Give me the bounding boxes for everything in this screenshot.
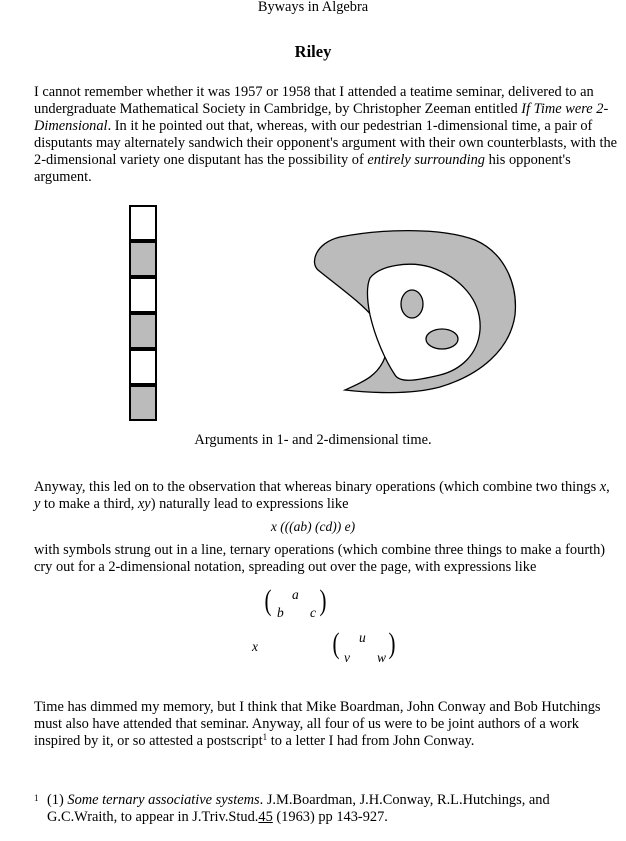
text-run: to make a third, xyxy=(40,496,138,512)
symbol-x: x xyxy=(252,639,258,654)
text-run: . J.M.Boardman, J.H.Conway, R.L.Hutchings, and G.C.Wraith, to appear in J.Triv.Stud. xyxy=(47,792,550,825)
left-paren-top: ( xyxy=(264,584,272,617)
emphasis-seminar-title: If Time were 2-Dimensional xyxy=(34,101,609,134)
argument-square xyxy=(130,206,156,240)
one-dimensional-argument-figure xyxy=(128,204,160,426)
text-run: Time has dimmed my memory, but I think that Mike Boardman, John Conway and Bob Hutchings must also have attended that seminar. Anyway, all four of us were to be joint authors of a work inspired by it, or so attested a postscript xyxy=(34,699,601,749)
right-paren-top: ) xyxy=(319,584,327,617)
right-paren-bottom: ) xyxy=(388,627,396,660)
symbol-a: a xyxy=(292,587,299,602)
paragraph-4 xyxy=(34,699,619,750)
paragraph-2 xyxy=(34,479,619,513)
variable-x: x xyxy=(599,479,607,495)
variable-xy: xy xyxy=(137,496,151,512)
text-run: ) naturally lead to expressions like xyxy=(150,496,349,512)
footnote-volume: 45 xyxy=(258,809,273,825)
text-run: . In it he pointed out that, whereas, with our pedestrian 1-dimensional time, a pair of disputants may alternately sandwich their opponent's argument with their own counterblasts, with the 2-dimensional variety one disputant has the possibility of xyxy=(34,118,618,168)
footnote-mark: 1 xyxy=(34,793,39,803)
page-title: Riley xyxy=(294,42,332,61)
paragraph-1 xyxy=(34,84,619,186)
text-run: (1963) pp 143-927. xyxy=(272,809,388,825)
small-argument-circle xyxy=(401,290,423,318)
paragraph-3: with symbols strung out in a line, ternary operations (which combine three things to make a fourth) cry out for a 2-dimensional notation, spreading out over the page, with expressions like xyxy=(34,542,606,575)
argument-square xyxy=(130,350,156,384)
two-dimensional-argument-figure xyxy=(300,225,525,400)
symbol-v: v xyxy=(344,650,350,665)
left-paren-bottom: ( xyxy=(332,627,340,660)
text-run: (1) xyxy=(47,792,68,808)
text-run: I cannot remember whether it was 1957 or 1958 that I attended a teatime seminar, delivered to an undergraduate Mathematical Society in Cambridge, by Christopher Zeeman entitled xyxy=(34,84,594,117)
binary-expression: x (((ab) (cd)) e) xyxy=(270,519,356,534)
running-head: Byways in Algebra xyxy=(257,0,369,15)
variable-y: y xyxy=(34,496,41,512)
argument-square xyxy=(130,278,156,312)
figure-caption: Arguments in 1- and 2-dimensional time. xyxy=(194,432,432,448)
text-run: , xyxy=(606,479,610,495)
text-run: Anyway, this led on to the observation that whereas binary operations (which combine two things xyxy=(34,479,600,495)
argument-square xyxy=(130,242,156,276)
emphasis-entirely-surrounding: entirely surrounding xyxy=(367,152,485,168)
argument-square xyxy=(130,314,156,348)
symbol-c: c xyxy=(310,605,316,620)
footnote-work-title: Some ternary associative systems xyxy=(67,792,260,808)
symbol-w: w xyxy=(377,650,387,665)
symbol-u: u xyxy=(359,630,366,645)
text-run: his opponent's argument. xyxy=(34,152,571,185)
symbol-b: b xyxy=(277,605,284,620)
footnote xyxy=(47,792,617,826)
argument-square xyxy=(130,386,156,420)
small-argument-ellipse xyxy=(426,329,458,349)
text-run: to a letter I had from John Conway. xyxy=(267,733,475,749)
footnote-reference[interactable]: 1 xyxy=(262,732,268,742)
